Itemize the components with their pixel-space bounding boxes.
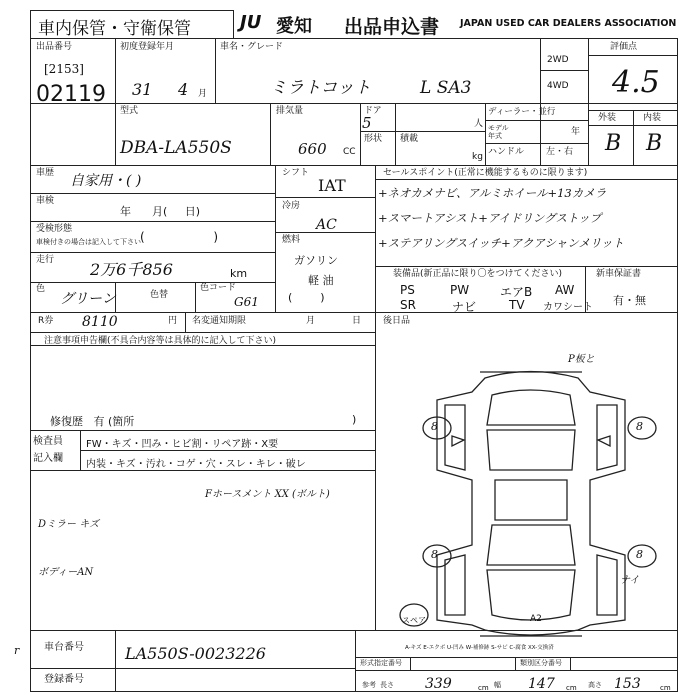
tread-front-left: 8: [431, 420, 438, 433]
color-code-label: 色コード: [200, 283, 237, 293]
equip-sr: SR: [400, 298, 416, 312]
model-year-label: モデル 年式: [488, 124, 509, 141]
doors-label: ドア: [364, 106, 382, 116]
mileage-label: 走行: [36, 255, 55, 265]
model-name-label: 車名・グレード: [220, 42, 284, 52]
fuel-gasoline: ガソリン: [294, 254, 338, 267]
receive-label: 受検形態: [36, 224, 73, 234]
notice-month-unit: 月: [306, 316, 316, 326]
color-change-label: 色替: [150, 290, 169, 300]
lot-number-label: 出品番号: [36, 42, 73, 52]
warranty-value: 有・無: [613, 294, 646, 307]
equip-navi: ナビ: [452, 300, 477, 314]
tread-rear-right: 8: [636, 548, 643, 561]
cc-unit: CC: [343, 147, 356, 157]
remark-reinforcement: Fホースメント XX (ボルト): [205, 489, 330, 500]
displacement-label: 排気量: [276, 106, 304, 116]
width-cm: cm: [566, 684, 577, 692]
lot-number: 02119: [36, 82, 106, 107]
history-label: 車歴: [36, 168, 55, 178]
capacity-unit: 人: [474, 119, 484, 129]
fuel-light-oil: 軽 油: [308, 274, 334, 287]
warranty-label: 新車保証書: [596, 269, 642, 279]
first-reg-year: 31: [132, 80, 153, 99]
yen-unit: 円: [168, 316, 178, 326]
selling-point-1: +ネオカメナビ、アルミホイール+13カメラ: [378, 186, 607, 200]
height-value: 153: [614, 676, 641, 692]
chassis-label: 車台番号: [44, 642, 84, 653]
shift-label: シフト: [282, 168, 310, 178]
first-reg-month-unit: 月: [198, 89, 208, 99]
cert-label-2: 類別区分番号: [520, 659, 562, 667]
shift-value: IAT: [318, 176, 346, 195]
form-title: 出品申込書: [344, 16, 440, 38]
rear-right-note: ナイ: [620, 575, 640, 586]
remark-mirror: Dミラー キズ: [38, 519, 99, 530]
tread-front-right: 8: [636, 420, 643, 433]
first-reg-label: 初度登録年月: [120, 42, 175, 52]
recycle-label: R券: [38, 316, 54, 326]
inspector-interior-row: 内装・キズ・汚れ・コゲ・穴・スレ・キレ・破レ: [86, 459, 306, 470]
receive-value: ( ): [140, 230, 219, 244]
notice-day-unit: 日: [352, 316, 362, 326]
height-label: 高さ: [588, 681, 602, 689]
spare-label: スペア: [402, 616, 426, 625]
model-name: ミラトコット: [270, 78, 371, 98]
notice-label: 名変通知期限: [192, 316, 247, 326]
recycle-value: 8110: [82, 314, 118, 330]
doors-value: 5: [362, 114, 372, 132]
r-mark: r: [14, 644, 20, 657]
shape-label: 形状: [364, 134, 383, 144]
inspector-label: 検査員: [33, 436, 63, 447]
selling-point-3: +ステアリングスイッチ+アクアシャンメリット: [378, 236, 624, 250]
ac-value: AC: [316, 217, 337, 233]
length-value: 339: [425, 676, 452, 692]
selling-point-2: +スマートアシスト+アイドリングストップ: [378, 211, 602, 225]
interior-grade: B: [646, 131, 663, 156]
score-value: 4.5: [612, 65, 660, 100]
diagram-top-note: P板と: [568, 354, 595, 365]
damage-legend: A-キズ E-エクボ U-凹み W-補修跡 S-サビ C-腐食 XX-交換済: [405, 645, 554, 651]
equip-aw: AW: [555, 283, 575, 297]
ju-logo: JU: [240, 12, 262, 33]
equip-ps: PS: [400, 283, 415, 297]
inspection-label: 車検: [36, 196, 55, 206]
selling-points-label: セールスポイント(正常に機能するものに限ります): [383, 168, 588, 178]
exterior-grade: B: [605, 131, 622, 156]
first-reg-month: 4: [178, 80, 189, 99]
ref-label: 参考: [362, 681, 376, 689]
equip-pw: PW: [450, 283, 470, 297]
equipment-label: 装備品(新正品に限り〇をつけてください): [393, 269, 563, 279]
notes-label: 注意事項申告欄(不具合内容等は具体的に記入して下さい): [44, 336, 277, 346]
reg-label: 登録番号: [44, 674, 84, 685]
kg-unit: kg: [472, 152, 483, 162]
displacement-value: 660: [298, 140, 327, 158]
handle-value: 左・右: [546, 147, 574, 157]
height-cm: cm: [660, 684, 671, 692]
exterior-label: 外装: [598, 113, 617, 123]
logo-pref: 愛知: [276, 16, 312, 37]
handle-label: ハンドル: [488, 147, 525, 157]
remark-body: ボディーAN: [38, 567, 94, 578]
type-label: 型式: [120, 106, 139, 116]
equip-leather-seat: カワシート: [543, 302, 593, 313]
inspector-exterior-row: FW・キズ・凹み・ヒビ割・リペア跡・X要: [86, 439, 279, 450]
lot-small: [2153]: [44, 62, 84, 76]
equip-tv: TV: [509, 298, 525, 312]
equip-airbag: エアB: [500, 285, 533, 299]
load-label: 積載: [400, 134, 419, 144]
mileage-value: 2万6千856: [90, 260, 173, 279]
cert-label-1: 形式指定番号: [360, 659, 402, 667]
grade: L SA3: [420, 78, 472, 98]
fuel-other: ( ): [288, 291, 325, 304]
width-value: 147: [528, 676, 555, 692]
color-value: グリーン: [60, 291, 116, 307]
inspection-value: 年 月( 日): [120, 205, 201, 218]
color-label: 色: [36, 284, 46, 294]
length-cm: cm: [478, 684, 489, 692]
chassis-value: LA550S-0023226: [125, 644, 266, 663]
storage-label: 車内保管・守衛保管: [38, 19, 191, 39]
back-items-label: 後日品: [383, 316, 411, 326]
year-unit: 年: [571, 127, 581, 137]
length-label: 長さ: [380, 681, 394, 689]
type-value: DBA-LA550S: [120, 138, 232, 158]
history-value: 自家用・( ): [70, 173, 142, 189]
width-label: 幅: [494, 681, 501, 689]
color-code-value: G61: [234, 295, 259, 309]
drive-2wd: 2WD: [547, 55, 569, 65]
dealer-label: ディーラー・並行: [488, 107, 556, 117]
repair-history-label: 修復歴 有 (箇所: [50, 415, 135, 428]
interior-label: 内装: [643, 113, 662, 123]
receive-sub: 車検付きの場合は記入して下さい: [36, 238, 141, 246]
score-label: 評価点: [610, 42, 638, 52]
form-subtitle: JAPAN USED CAR DEALERS ASSOCIATION: [460, 18, 677, 29]
repair-history-close: ): [352, 413, 357, 426]
rear-code: A2: [530, 614, 542, 624]
drive-4wd: 4WD: [547, 81, 569, 91]
km-unit: km: [230, 267, 248, 280]
fuel-label: 燃料: [282, 235, 301, 245]
ac-label: 冷房: [282, 201, 301, 211]
inspector-entry-label: 記入欄: [33, 453, 63, 464]
tread-rear-left: 8: [431, 548, 438, 561]
